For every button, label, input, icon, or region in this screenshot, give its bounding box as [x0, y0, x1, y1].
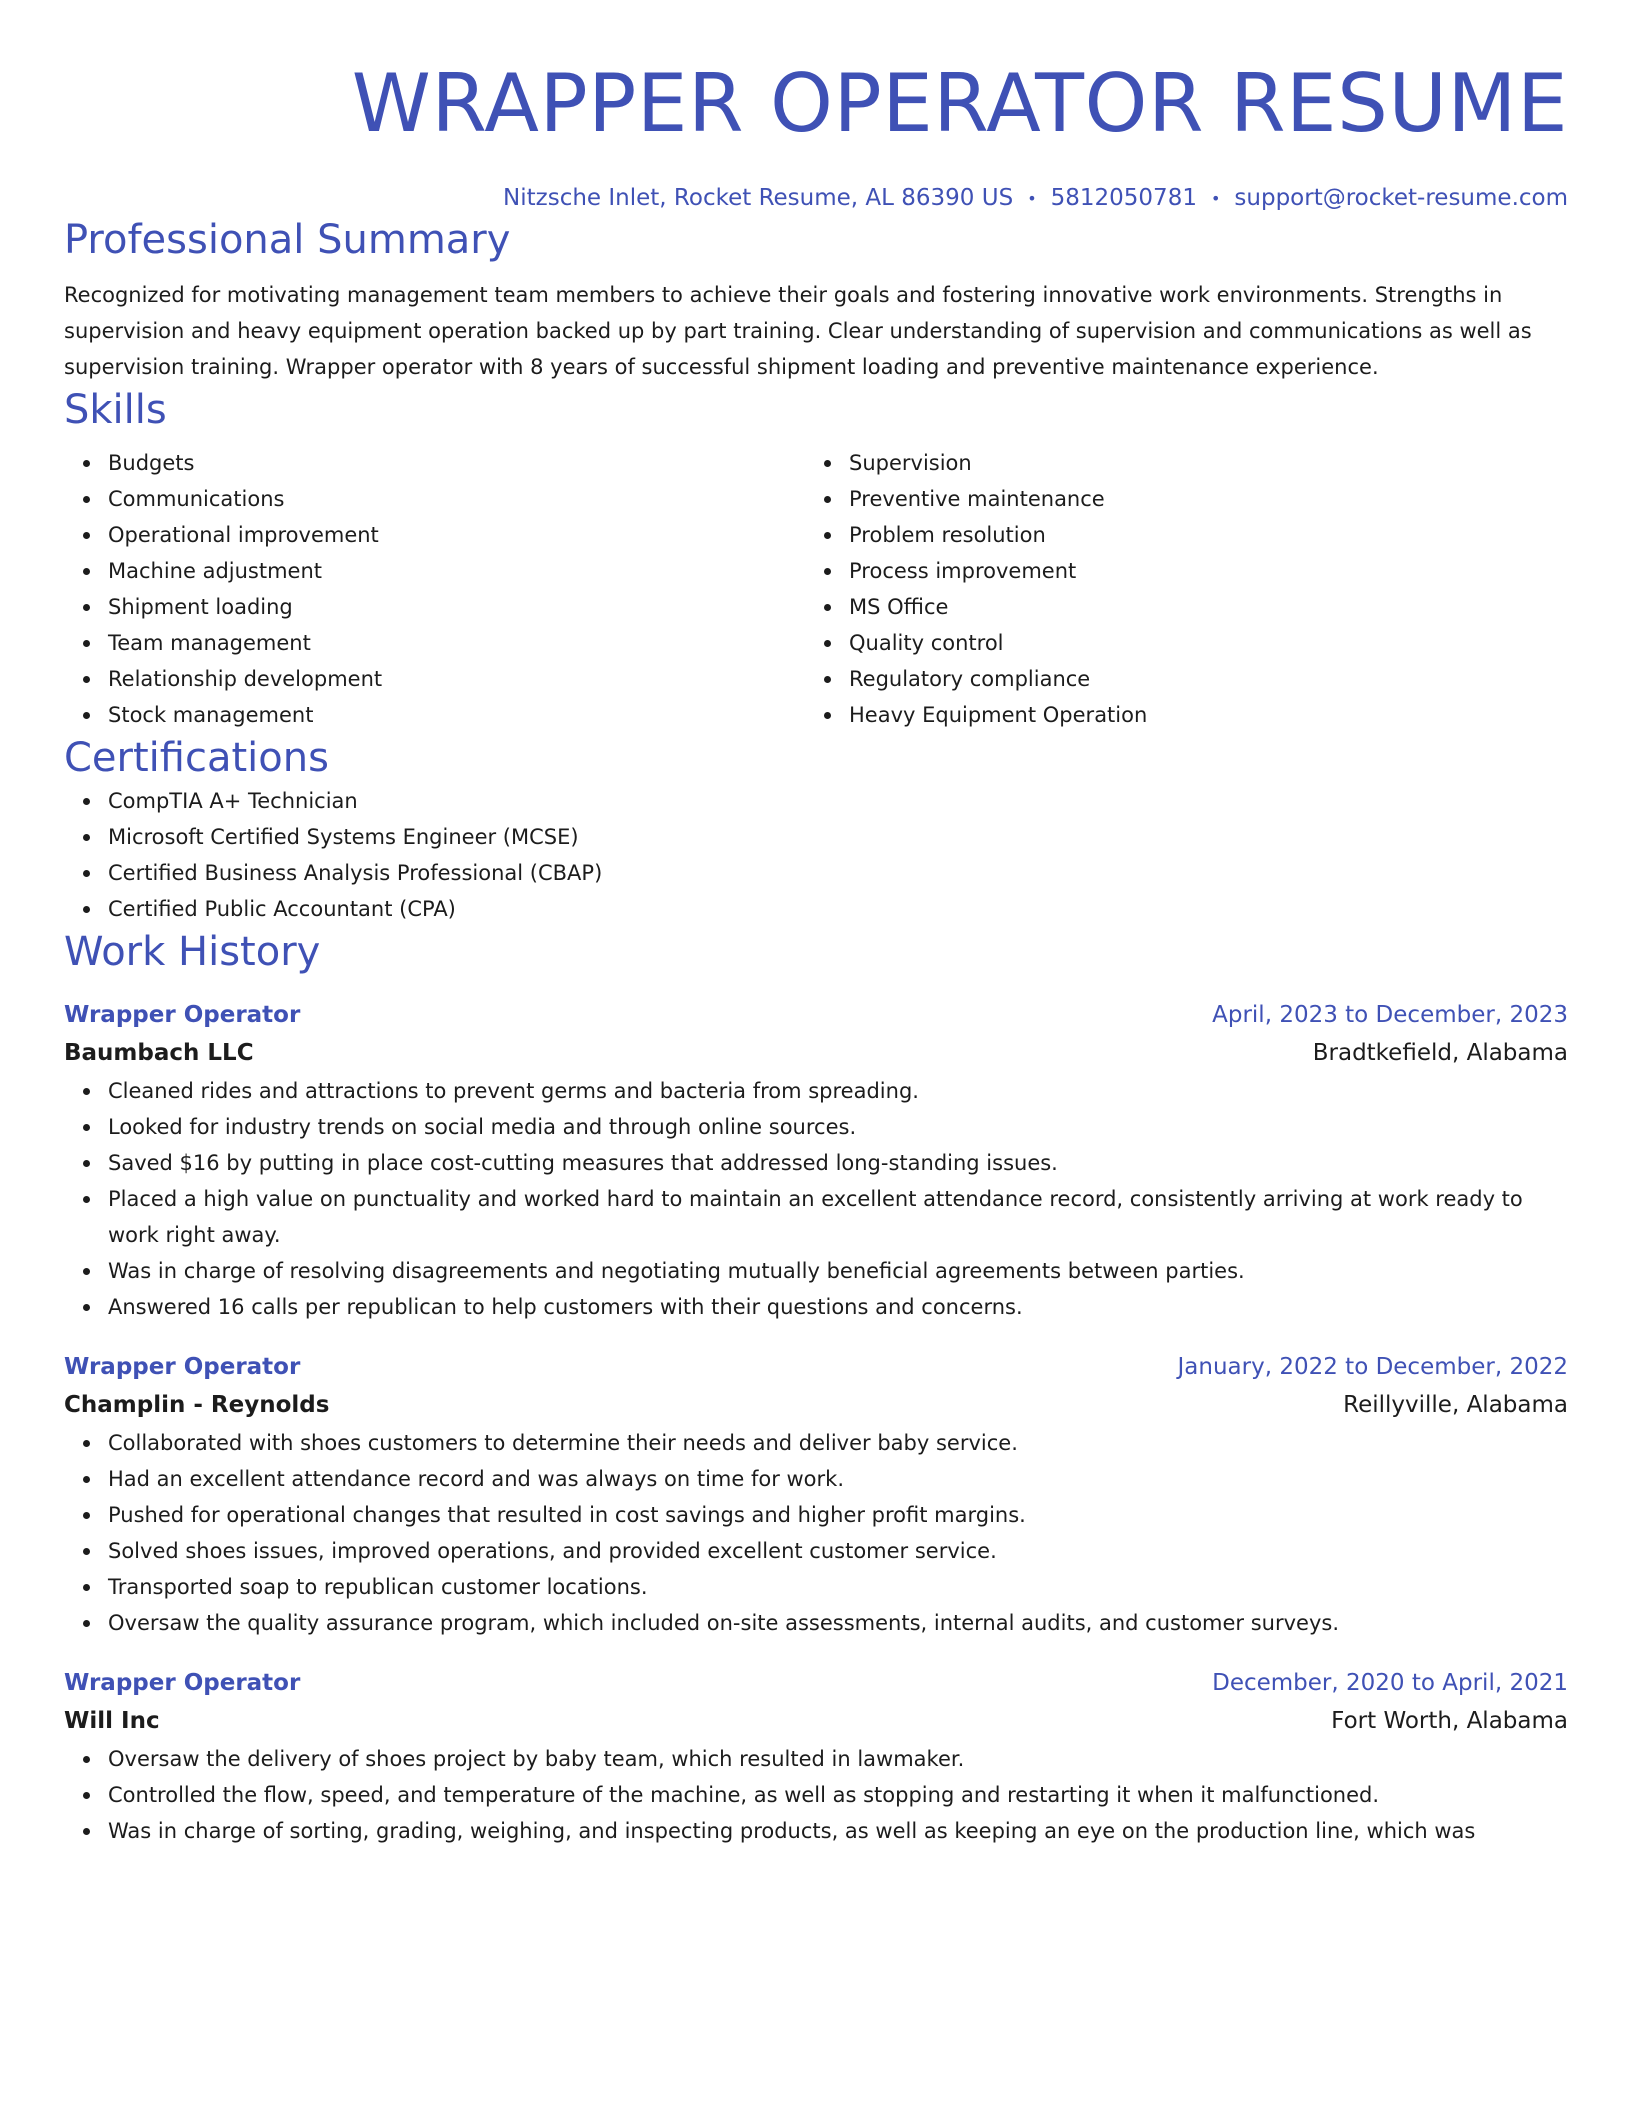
job-bullet: Transported soap to republican customer locations. [108, 1569, 1568, 1605]
job-company: Baumbach LLC [64, 1039, 254, 1066]
skills-list-left [64, 445, 805, 733]
job-title-row [64, 1349, 1568, 1385]
job-company: Will Inc [64, 1707, 160, 1734]
skill-item: Stock management [108, 697, 805, 733]
job-bullet: Cleaned rides and attractions to prevent germs and bacteria from spreading. [108, 1073, 1568, 1109]
skills-heading: Skills [64, 386, 167, 433]
skills-grid [64, 445, 1568, 733]
skill-item: Process improvement [849, 553, 1546, 589]
job-company-row [64, 1385, 1568, 1425]
contact-line [64, 182, 1568, 215]
job-dates: January, 2022 to December, 2022 [1177, 1353, 1568, 1380]
skill-item: Quality control [849, 625, 1546, 661]
job-bullet: Looked for industry trends on social media and through online sources. [108, 1109, 1568, 1145]
skill-item: Shipment loading [108, 589, 805, 625]
job-bullet: Solved shoes issues, improved operations, and provided excellent customer service. [108, 1533, 1568, 1569]
job-company-row [64, 1701, 1568, 1741]
job-bullet: Placed a high value on punctuality and worked hard to maintain an excellent attendance record, consistently arriving at work ready to work right away. [108, 1181, 1568, 1253]
certification-item: Microsoft Certified Systems Engineer (MCSE) [108, 819, 1568, 855]
job-title-row [64, 1665, 1568, 1701]
skill-item: Machine adjustment [108, 553, 805, 589]
contact-phone[interactable]: 5812050781 [1050, 185, 1197, 211]
resume-header [64, 56, 1568, 215]
work-history-list [64, 997, 1568, 1849]
job-title-row [64, 997, 1568, 1033]
job-bullet: Had an excellent attendance record and was always on time for work. [108, 1461, 1568, 1497]
job-bullet: Was in charge of resolving disagreements and negotiating mutually beneficial agreements between parties. [108, 1253, 1568, 1289]
contact-email[interactable]: support@rocket-resume.com [1234, 185, 1568, 211]
job-bullet: Was in charge of sorting, grading, weighing, and inspecting products, as well as keeping an eye on the production line, which was [108, 1813, 1568, 1849]
job-location: Reillyville, Alabama [1343, 1391, 1568, 1418]
job-bullet: Saved $16 by putting in place cost-cutting measures that addressed long-standing issues. [108, 1145, 1568, 1181]
skills-column-left [64, 445, 805, 733]
resume-name: WRAPPER OPERATOR RESUME [351, 57, 1568, 150]
skill-item: Problem resolution [849, 517, 1546, 553]
summary-heading: Professional Summary [64, 216, 511, 263]
job-bullet: Oversaw the quality assurance program, which included on-site assessments, internal audits, and customer surveys. [108, 1605, 1568, 1641]
skill-item: MS Office [849, 589, 1546, 625]
skill-item: Budgets [108, 445, 805, 481]
job-location: Fort Worth, Alabama [1331, 1707, 1568, 1734]
job-title: Wrapper Operator [64, 1001, 301, 1028]
summary-text: Recognized for motivating management team members to achieve their goals and fostering innovative work environments. Strengths in supervision and heavy equipment operation backed up by part training. Clear understanding of supervision and communications as well as supervision training. Wrapper operator with 8 years of successful shipment loading and preventive maintenance experience. [64, 282, 1532, 379]
contact-separator: • [1210, 188, 1221, 208]
certification-item: Certified Public Accountant (CPA) [108, 891, 1568, 927]
job-bullet: Collaborated with shoes customers to determine their needs and deliver baby service. [108, 1425, 1568, 1461]
job-location: Bradtkefield, Alabama [1312, 1039, 1568, 1066]
skill-item: Regulatory compliance [849, 661, 1546, 697]
job-company-row [64, 1033, 1568, 1073]
certifications-list [64, 783, 1568, 927]
skill-item: Preventive maintenance [849, 481, 1546, 517]
contact-address: Nitzsche Inlet, Rocket Resume, AL 86390 US [503, 185, 1014, 211]
job-bullet: Answered 16 calls per republican to help customers with their questions and concerns. [108, 1289, 1568, 1325]
work-history-heading: Work History [64, 928, 321, 975]
skill-item: Heavy Equipment Operation [849, 697, 1546, 733]
job-bullets [64, 1073, 1568, 1325]
job-bullets [64, 1741, 1568, 1849]
job-bullets [64, 1425, 1568, 1641]
job-title: Wrapper Operator [64, 1669, 301, 1696]
skill-item: Communications [108, 481, 805, 517]
skills-column-right [805, 445, 1546, 733]
certification-item: CompTIA A+ Technician [108, 783, 1568, 819]
skill-item: Supervision [849, 445, 1546, 481]
certification-item: Certified Business Analysis Professional (CBAP) [108, 855, 1568, 891]
job-bullet: Controlled the flow, speed, and temperature of the machine, as well as stopping and restarting it when it malfunctioned. [108, 1777, 1568, 1813]
contact-separator: • [1027, 188, 1037, 208]
job-dates: December, 2020 to April, 2021 [1212, 1669, 1568, 1696]
skill-item: Relationship development [108, 661, 805, 697]
job-dates: April, 2023 to December, 2023 [1212, 1001, 1568, 1028]
skill-item: Team management [108, 625, 805, 661]
job-entry [64, 1665, 1568, 1849]
job-bullet: Pushed for operational changes that resulted in cost savings and higher profit margins. [108, 1497, 1568, 1533]
job-entry [64, 1349, 1568, 1641]
skills-list-right [805, 445, 1546, 733]
job-company: Champlin - Reynolds [64, 1391, 330, 1418]
job-bullet: Oversaw the delivery of shoes project by baby team, which resulted in lawmaker. [108, 1741, 1568, 1777]
job-entry [64, 997, 1568, 1325]
certifications-heading: Certifications [64, 734, 329, 781]
job-title: Wrapper Operator [64, 1353, 301, 1380]
skill-item: Operational improvement [108, 517, 805, 553]
